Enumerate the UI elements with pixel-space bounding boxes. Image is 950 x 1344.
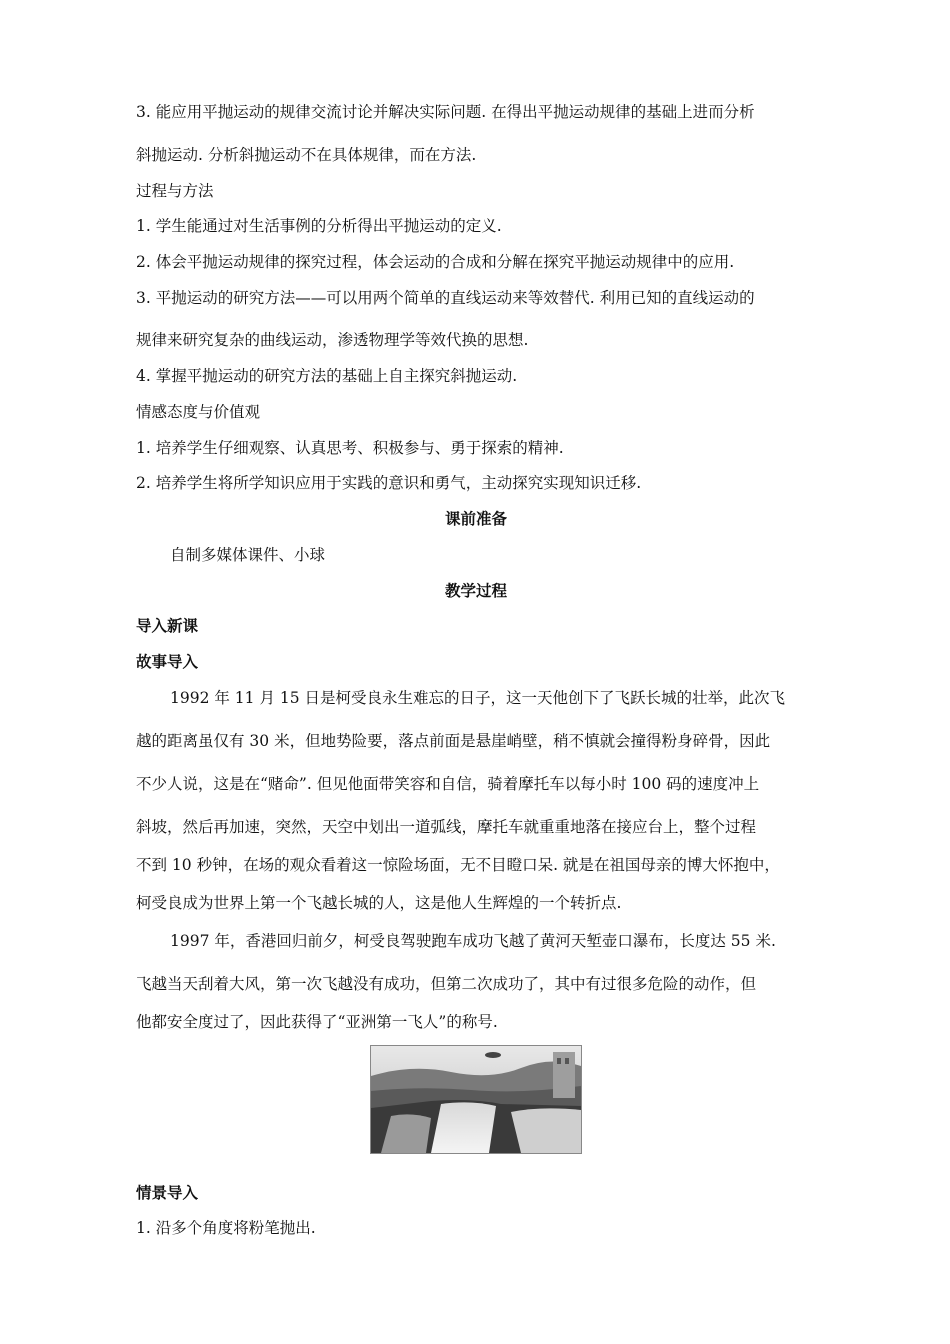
attitude-item-2: 2. 培养学生将所学知识应用于实践的意识和勇气，主动探究实现知识迁移. <box>136 474 642 492</box>
objective-3-line-1: 3. 能应用平抛运动的规律交流讨论并解决实际问题. 在得出平抛运动规律的基础上进而分析 <box>136 103 755 121</box>
attitude-item-1: 1. 培养学生仔细观察、认真思考、积极参与、勇于探索的精神. <box>136 439 564 457</box>
story-p2-line-1: 1997 年，香港回归前夕，柯受良驾驶跑车成功飞越了黄河天堑壶口瀑布，长度达 55 米. <box>170 932 776 950</box>
process-item-4: 4. 掌握平抛运动的研究方法的基础上自主探究斜抛运动. <box>136 367 518 385</box>
heading-scene: 情景导入 <box>136 1184 199 1202</box>
story-p1-line-5: 不到 10 秒钟，在场的观众看着这一惊险场面，无不目瞪口呆. 就是在祖国母亲的博大怀抱中， <box>136 856 780 874</box>
story-p1-line-1: 1992 年 11 月 15 日是柯受良永生难忘的日子，这一天他创下了飞跃长城的壮举，此次飞 <box>170 689 786 707</box>
story-p1-line-3: 不少人说，这是在“赌命”. 但见他面带笑容和自信，骑着摩托车以每小时 100 码的速度冲上 <box>136 775 760 793</box>
story-p1-line-6: 柯受良成为世界上第一个飞越长城的人，这是他人生辉煌的一个转折点. <box>136 894 622 912</box>
heading-intro: 导入新课 <box>136 617 199 635</box>
story-p2-line-2: 飞越当天刮着大风，第一次飞越没有成功，但第二次成功了，其中有过很多危险的动作，但 <box>136 975 757 993</box>
heading-story: 故事导入 <box>136 653 199 671</box>
process-item-1: 1. 学生能通过对生活事例的分析得出平抛运动的定义. <box>136 217 502 235</box>
story-p1-line-4: 斜坡，然后再加速，突然，天空中划出一道弧线，摩托车就重重地落在接应台上，整个过程 <box>136 818 757 836</box>
section-attitude-values: 情感态度与价值观 <box>136 403 261 421</box>
heading-prep: 课前准备 <box>444 510 507 528</box>
heading-process: 教学过程 <box>444 582 507 600</box>
scene-item-1: 1. 沿多个角度将粉笔抛出. <box>136 1219 316 1237</box>
section-process-method: 过程与方法 <box>136 182 214 200</box>
waterfall-photo <box>370 1045 582 1154</box>
story-p1-line-2: 越的距离虽仅有 30 米，但地势险要，落点前面是悬崖峭壁，稍不慎就会撞得粉身碎骨，因此 <box>136 732 771 750</box>
story-p2-line-3: 他都安全度过了，因此获得了“亚洲第一飞人”的称号. <box>136 1013 498 1031</box>
prep-text: 自制多媒体课件、小球 <box>170 546 326 564</box>
process-item-2: 2. 体会平抛运动规律的探究过程，体会运动的合成和分解在探究平抛运动规律中的应用. <box>136 253 735 271</box>
process-item-3-line-2: 规律来研究复杂的曲线运动，渗透物理学等效代换的思想. <box>136 331 529 349</box>
objective-3-line-2: 斜抛运动. 分析斜抛运动不在具体规律，而在方法. <box>136 146 477 164</box>
process-item-3-line-1: 3. 平抛运动的研究方法——可以用两个简单的直线运动来等效替代. 利用已知的直线运动的 <box>136 289 755 307</box>
